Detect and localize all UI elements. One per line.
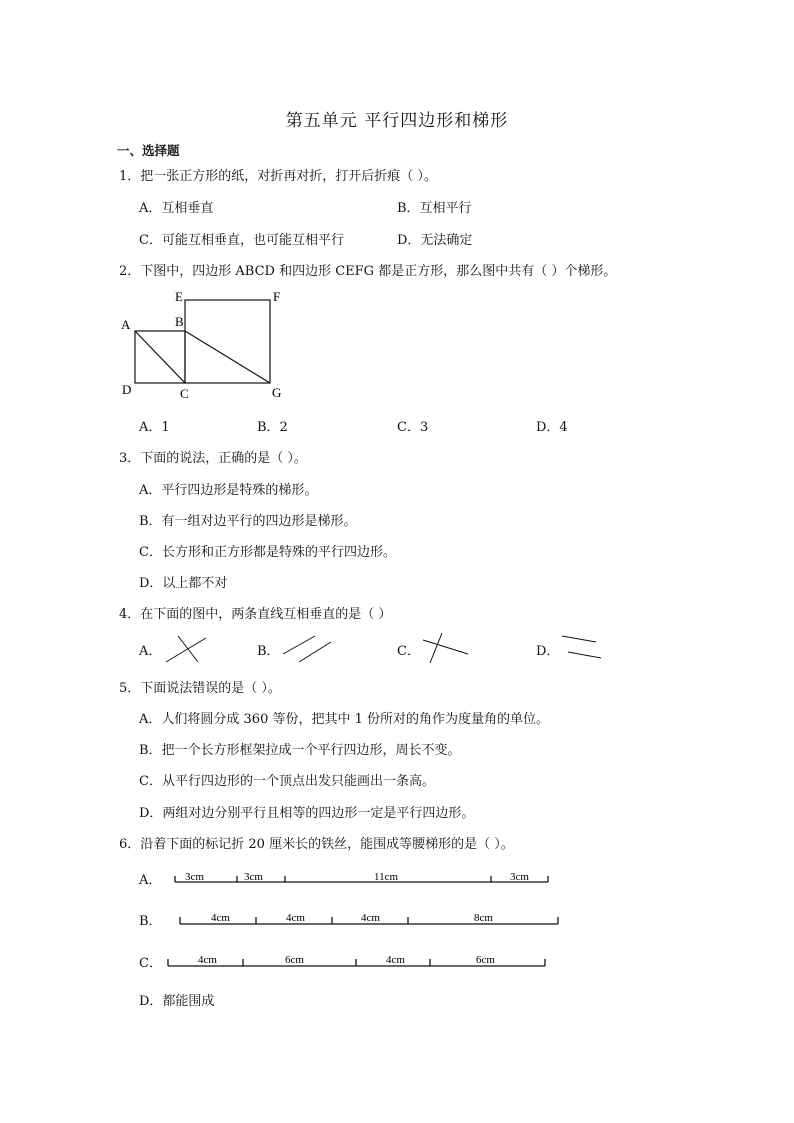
q5-option-a[interactable]: A．人们将圆分成 360 等份，把其中 1 份所对的角作为度量角的单位。 (139, 712, 550, 727)
point-label-d: D (122, 382, 132, 397)
q6-wire-b (170, 907, 570, 929)
q5-option-b[interactable]: B．把一个长方形框架拉成一个平行四边形，周长不变。 (139, 743, 461, 758)
q4-option-b[interactable]: B． (257, 644, 280, 659)
segment-label: 4cm (198, 954, 217, 966)
q3-option-a[interactable]: A．平行四边形是特殊的梯形。 (139, 483, 318, 498)
square-cefg (185, 300, 270, 383)
section-heading: 一、选择题 (117, 143, 180, 158)
point-label-e: E (175, 289, 183, 304)
point-label-a: A (121, 317, 131, 332)
q5-option-c[interactable]: C．从平行四边形的一个顶点出发只能画出一条高。 (139, 774, 435, 789)
q2-option-a[interactable]: A．1 (139, 420, 170, 435)
q4-lines-d (560, 632, 605, 662)
q4-lines-b (281, 632, 336, 664)
segment-label: 4cm (211, 912, 230, 924)
segment-label: 3cm (244, 871, 263, 883)
q6-option-b[interactable]: B． (139, 914, 162, 929)
q2-option-b[interactable]: B．2 (257, 420, 288, 435)
question-5-stem: 5．下面说法错误的是（ ）。 (119, 681, 281, 696)
question-2-stem: 2．下图中，四边形 ABCD 和四边形 CEFG 都是正方形，那么图中共有（ ）个梯形。 (119, 264, 617, 279)
segment-label: 3cm (185, 871, 204, 883)
q6-option-a[interactable]: A． (139, 873, 162, 888)
q1-option-a[interactable]: A．互相垂直 (139, 201, 214, 216)
question-6-stem: 6．沿着下面的标记折 20 厘米长的铁丝，能围成等腰梯形的是（ ）。 (119, 837, 514, 852)
q4-option-d[interactable]: D． (536, 644, 560, 659)
point-label-f: F (273, 289, 281, 304)
page-title: 第五单元 平行四边形和梯形 (285, 111, 509, 131)
segment-label: 11cm (374, 871, 399, 883)
question-1-stem: 1．把一张正方形的纸，对折再对折，打开后折痕（ ）。 (119, 169, 437, 184)
q4-option-a[interactable]: A． (139, 644, 162, 659)
q3-option-b[interactable]: B．有一组对边平行的四边形是梯形。 (139, 514, 357, 529)
q2-option-d[interactable]: D．4 (536, 420, 568, 435)
segment-label: 8cm (474, 912, 493, 924)
q6-wire-c (158, 949, 558, 971)
question-4-stem: 4．在下面的图中，两条直线互相垂直的是（ ） (119, 607, 392, 622)
squares-figure (115, 285, 305, 405)
q1-option-d[interactable]: D．无法确定 (397, 233, 473, 248)
q1-option-b[interactable]: B．互相平行 (397, 201, 472, 216)
segment-label: 4cm (361, 912, 380, 924)
segment-label: 6cm (285, 954, 304, 966)
point-label-c: C (180, 386, 189, 401)
point-label-b: B (175, 314, 184, 329)
question-3-stem: 3．下面的说法，正确的是（ ）。 (119, 451, 307, 466)
q6-wire-a (165, 866, 560, 888)
segment-label: 4cm (386, 954, 405, 966)
q5-option-d[interactable]: D．两组对边分别平行且相等的四边形一定是平行四边形。 (139, 806, 475, 821)
segment-label: 4cm (286, 912, 305, 924)
q6-option-c[interactable]: C． (139, 956, 162, 971)
q1-option-c[interactable]: C．可能互相垂直，也可能互相平行 (139, 233, 344, 248)
q4-lines-c (420, 632, 472, 666)
diagonal-ac (135, 331, 185, 383)
point-label-g: G (272, 385, 282, 400)
q3-option-d[interactable]: D．以上都不对 (139, 576, 228, 591)
diagonal-bg (185, 331, 270, 383)
q6-option-d[interactable]: D．都能围成 (139, 994, 215, 1009)
q4-lines-a (160, 632, 210, 664)
q3-option-c[interactable]: C．长方形和正方形都是特殊的平行四边形。 (139, 545, 396, 560)
segment-label: 6cm (476, 954, 495, 966)
segment-label: 3cm (510, 871, 529, 883)
q2-option-c[interactable]: C．3 (397, 420, 429, 435)
q4-option-c[interactable]: C． (397, 644, 420, 659)
